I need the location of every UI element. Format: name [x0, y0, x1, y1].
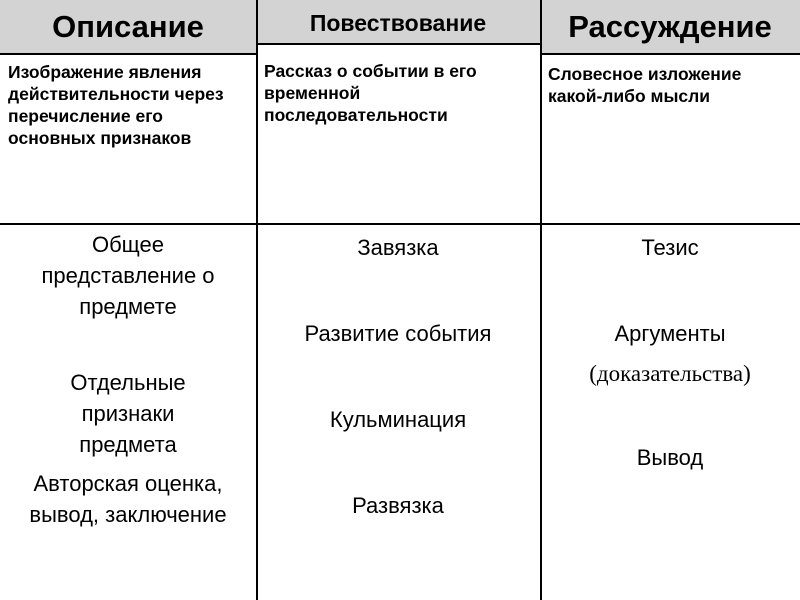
list-item: Отдельные признаки предмета	[70, 370, 186, 457]
list-item: Вывод	[636, 445, 704, 470]
list-item: Развитие события	[304, 321, 492, 346]
items-description	[0, 226, 256, 600]
column-header-narration: Повествование	[256, 0, 540, 43]
items-narration	[256, 226, 540, 600]
horizontal-divider	[256, 43, 540, 45]
list-item: Завязка	[357, 235, 439, 260]
column-header-reasoning: Рассуждение	[540, 0, 800, 53]
horizontal-divider	[0, 53, 256, 55]
column-reasoning	[540, 0, 800, 600]
column-narration	[256, 0, 540, 600]
horizontal-divider	[0, 223, 800, 225]
definition-description: Изображение явления действительности через перечисление его основных признаков	[8, 62, 224, 148]
vertical-divider	[540, 0, 542, 600]
definition-narration: Рассказ о событии в его временной последовательности	[264, 61, 477, 125]
definition-reasoning: Словесное изложение какой-либо мысли	[548, 64, 742, 106]
list-item: Тезис	[641, 235, 699, 260]
list-item: (доказательства)	[589, 361, 751, 386]
list-item: Развязка	[352, 493, 444, 518]
list-item: Аргументы	[614, 321, 726, 346]
list-item: Авторская оценка, вывод, заключение	[29, 471, 227, 527]
column-description	[0, 0, 256, 600]
horizontal-divider	[540, 53, 800, 55]
items-reasoning	[540, 226, 800, 600]
list-item: Кульминация	[329, 407, 467, 432]
vertical-divider	[256, 0, 258, 600]
list-item: Общее представление о предмете	[41, 232, 215, 319]
column-header-description: Описание	[0, 0, 256, 53]
